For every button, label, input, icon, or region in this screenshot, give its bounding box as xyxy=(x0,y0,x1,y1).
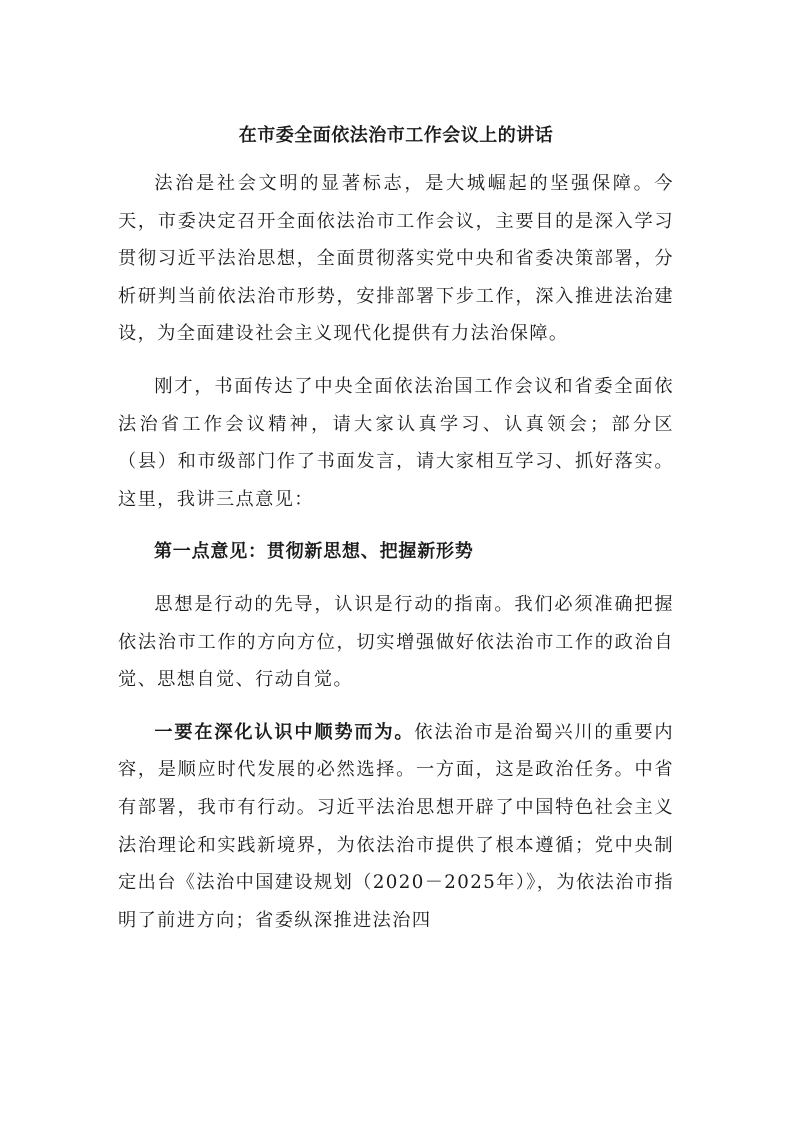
opening-paragraph: 法治是社会文明的显著标志，是大城崛起的坚强保障。今天，市委决定召开全面依法治市工作会议，主要目的是深入学习贯彻习近平法治思想，全面贯彻落实党中央和省委决策部署，分析研判当前依法治市形势，安排部署下步工作，深入推进法治建设，为全面建设社会主义现代化提供有力法治保障。 xyxy=(118,173,674,345)
section-intro-paragraph: 思想是行动的先导，认识是行动的指南。我们必须准确把握依法治市工作的方向方位，切实增强做好依法治市工作的政治自觉、思想自觉、行动自觉。 xyxy=(118,593,674,691)
point-one-lead: 一要在深化认识中顺势而为。 xyxy=(154,721,415,743)
document-title: 在市委全面依法治市工作会议上的讲话 xyxy=(238,125,554,146)
paragraph-gap xyxy=(118,571,674,586)
paragraph-gap xyxy=(118,699,674,714)
section-heading: 第一点意见：贯彻新思想、把握新形势 xyxy=(154,541,474,563)
point-one-paragraph xyxy=(118,714,674,940)
second-paragraph: 刚才，书面传达了中央全面依法治国工作会议和省委全面依法治省工作会议精神，请大家认真学习、认真领会；部分区（县）和市级部门作了书面发言，请大家相互学习、抓好落实。这里，我讲三点意见： xyxy=(118,375,674,510)
paragraph-gap xyxy=(118,518,674,533)
paragraph-gap xyxy=(118,353,674,368)
document-body xyxy=(118,119,674,939)
point-one-text: 依法治市是治蜀兴川的重要内容，是顺应时代发展的必然选择。一方面，这是政治任务。中省有部署，我市有行动。习近平法治思想开辟了中国特色社会主义法治理论和实践新境界，为依法治市提供了根本遵循；党中央制定出台《法治中国建设规划（2020－2025年）》，为依法治市指明了前进方向；省委纵深推进法治四 xyxy=(118,721,675,931)
